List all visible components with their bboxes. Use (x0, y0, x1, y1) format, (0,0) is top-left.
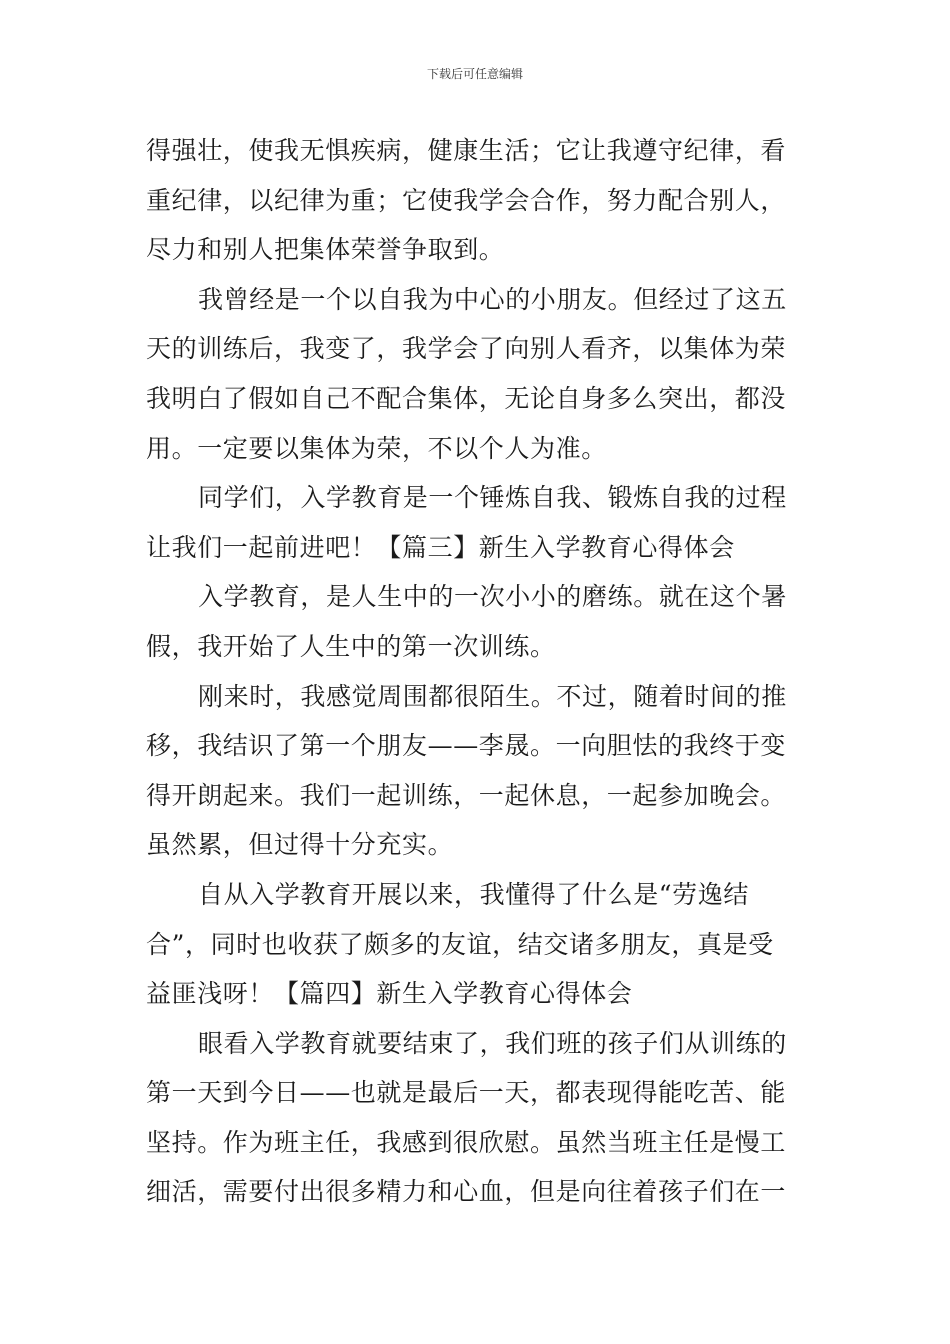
text-line: 益匪浅呀！【篇四】新生入学教育心得体会 (146, 979, 633, 1009)
text-line: 得开朗起来。我们一起训练，一起休息，一起参加晚会。 (146, 780, 787, 810)
text-line: 移，我结识了第一个朋友——李晟。一向胆怯的我终于变 (146, 731, 787, 761)
text-line: 同学们，入学教育是一个锤炼自我、锻炼自我的过程 (198, 483, 787, 513)
page-header: 下载后可任意编辑 (426, 67, 523, 81)
text-line: 重纪律，以纪律为重；它使我学会合作，努力配合别人， (146, 185, 787, 215)
text-line: 细活，需要付出很多精力和心血，但是向往着孩子们在一 (146, 1177, 787, 1207)
text-line: 第一天到今日——也就是最后一天，都表现得能吃苦、能 (146, 1078, 787, 1108)
text-line: 我曾经是一个以自我为中心的小朋友。但经过了这五 (198, 284, 787, 314)
text-line: 虽然累，但过得十分充实。 (146, 830, 454, 860)
text-line: 自从入学教育开展以来，我懂得了什么是“劳逸结 (198, 879, 749, 909)
text-line: 尽力和别人把集体荣誉争取到。 (146, 235, 505, 265)
text-line: 天的训练后，我变了，我学会了向别人看齐，以集体为荣 (146, 334, 787, 364)
text-line: 合”，同时也收获了颇多的友谊，结交诸多朋友，真是受 (146, 929, 774, 959)
text-line: 眼看入学教育就要结束了，我们班的孩子们从训练的 (198, 1028, 787, 1058)
text-line: 让我们一起前进吧！【篇三】新生入学教育心得体会 (146, 532, 735, 562)
text-line: 入学教育，是人生中的一次小小的磨练。就在这个暑 (198, 582, 787, 612)
text-line: 我明白了假如自己不配合集体，无论自身多么突出，都没 (146, 383, 787, 413)
text-line: 用。一定要以集体为荣，不以个人为准。 (146, 433, 607, 463)
text-line: 得强壮，使我无惧疾病，健康生活；它让我遵守纪律，看 (146, 136, 787, 165)
text-line: 坚持。作为班主任，我感到很欣慰。虽然当班主任是慢工 (146, 1127, 787, 1157)
document-body (146, 126, 810, 1217)
text-line: 假，我开始了人生中的第一次训练。 (146, 631, 556, 661)
text-line: 刚来时，我感觉周围都很陌生。不过，随着时间的推 (198, 681, 787, 711)
